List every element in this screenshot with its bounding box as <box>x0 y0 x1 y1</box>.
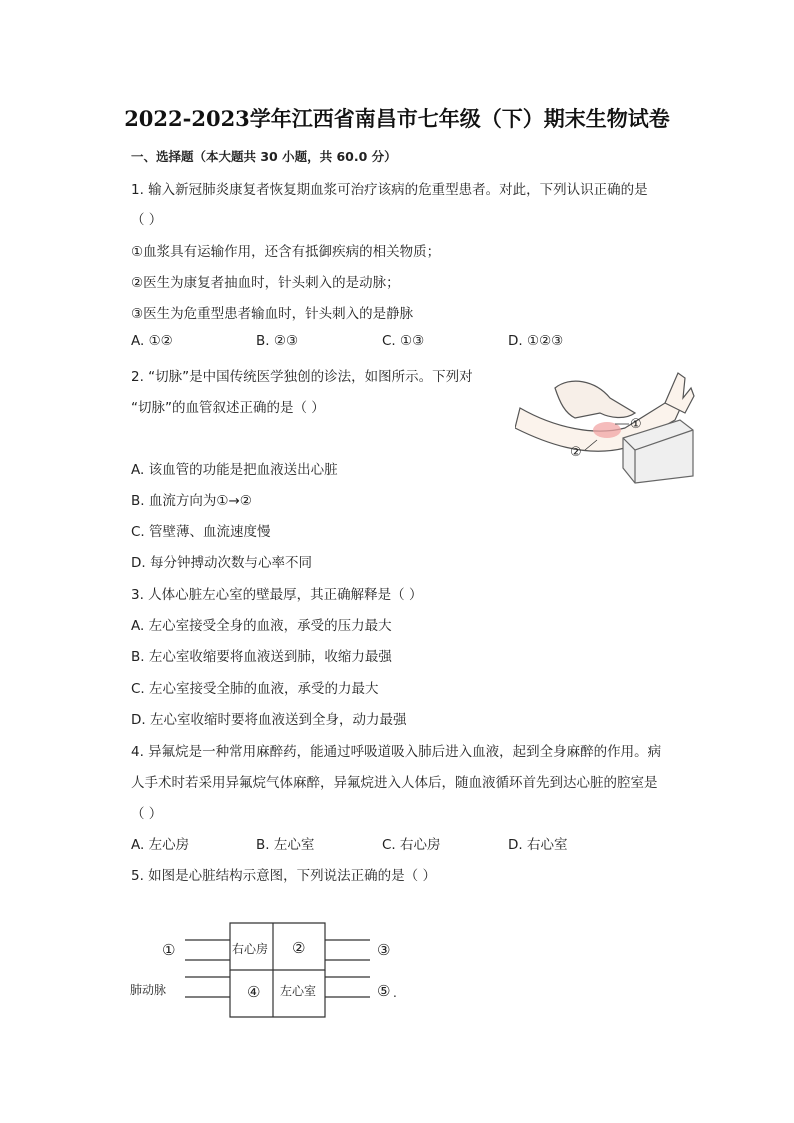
q4-option-c: C. 右心房 <box>382 837 441 853</box>
q2-option-d: D. 每分钟搏动次数与心率不同 <box>131 555 312 571</box>
q2-option-c: C. 管壁薄、血流速度慢 <box>131 524 271 540</box>
left-ventricle-label: 左心室 <box>280 984 317 998</box>
q4-stem-line2: 人手术时若采用异氟烷气体麻醉，异氟烷进入人体后，随血液循环首先到达心脏的腔室是 <box>131 775 658 791</box>
q1-statement-2: ②医生为康复者抽血时，针头刺入的是动脉； <box>131 275 400 291</box>
pulse-taking-illustration <box>515 358 695 486</box>
section-heading: 一、选择题（本大题共 30 小题，共 60.0 分） <box>131 149 397 164</box>
right-atrium-label: 右心房 <box>232 942 269 956</box>
q3-option-b: B. 左心室收缩要将血液送到肺，收缩力最强 <box>131 649 392 665</box>
diagram-label-3: ③ <box>377 941 391 959</box>
q1-statement-3: ③医生为危重型患者输血时，针头刺入的是静脉 <box>131 306 414 322</box>
label-1: ① <box>630 417 642 432</box>
q2-stem-line2: “切脉”的血管叙述正确的是（ ） <box>131 400 325 416</box>
q1-answer-paren: （ ） <box>131 212 163 228</box>
q4-option-a: A. 左心房 <box>131 837 190 853</box>
q2-option-b: B. 血流方向为①→② <box>131 493 252 509</box>
exam-title: 2022-2023学年江西省南昌市七年级（下）期末生物试卷 <box>124 106 670 131</box>
q4-option-d: D. 右心室 <box>508 837 568 853</box>
q1-option-b: B. ②③ <box>256 333 299 349</box>
diagram-label-5: ⑤ <box>377 982 391 1000</box>
q1-option-a: A. ①② <box>131 333 173 349</box>
q1-option-c: C. ①③ <box>382 333 425 349</box>
q3-option-c: C. 左心室接受全肺的血液，承受的力最大 <box>131 681 379 697</box>
q3-stem: 3. 人体心脏左心室的壁最厚，其正确解释是（ ） <box>131 587 423 603</box>
q1-option-d: D. ①②③ <box>508 333 564 349</box>
q5-stem: 5. 如图是心脏结构示意图，下列说法正确的是（ ） <box>131 868 436 884</box>
q4-options <box>131 833 631 853</box>
examiner-hand-shape <box>555 381 635 418</box>
q1-stem: 1. 输入新冠肺炎康复者恢复期血浆可治疗该病的危重型患者。对此，下列认识正确的是 <box>131 182 648 198</box>
diagram-label-1: ① <box>162 941 176 959</box>
diagram-trailing-dot: . <box>393 986 397 1000</box>
q1-statement-1: ①血浆具有运输作用，还含有抵御疾病的相关物质； <box>131 244 441 260</box>
q2-stem-line1: 2. “切脉”是中国传统医学独创的诊法，如图所示。下列对 <box>131 369 473 385</box>
q2-option-a: A. 该血管的功能是把血液送出心脏 <box>131 462 338 478</box>
diagram-label-4: ④ <box>247 983 261 1001</box>
q3-option-d: D. 左心室收缩时要将血液送到全身，动力最强 <box>131 712 407 728</box>
q4-answer-paren: （ ） <box>131 806 163 822</box>
diagram-label-2: ② <box>292 939 306 957</box>
pulmonary-artery-label: 肺动脉 <box>130 983 167 997</box>
q4-option-b: B. 左心室 <box>256 837 315 853</box>
q3-option-a: A. 左心室接受全身的血液，承受的压力最大 <box>131 618 392 634</box>
q4-stem-line1: 4. 异氟烷是一种常用麻醉药，能通过呼吸道吸入肺后进入血液，起到全身麻醉的作用。病 <box>131 744 662 760</box>
heart-structure-diagram <box>125 915 415 1025</box>
label-2: ② <box>570 445 582 460</box>
q1-options <box>131 333 631 353</box>
